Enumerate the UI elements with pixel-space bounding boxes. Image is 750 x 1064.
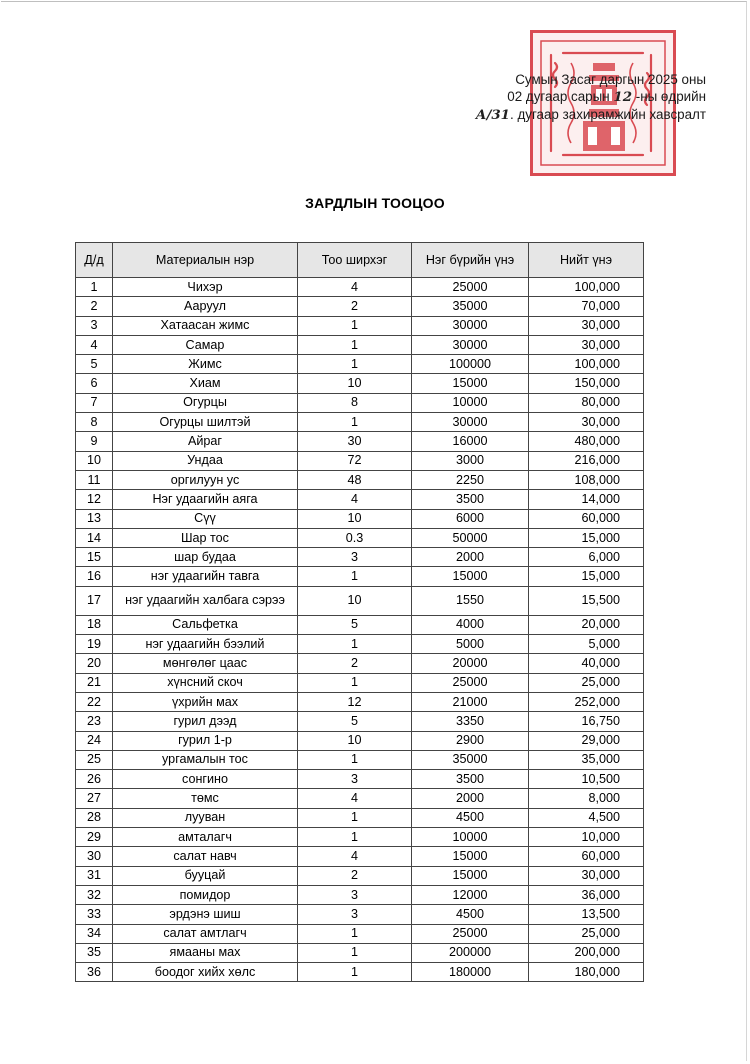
approval-line-1: Сумын Засаг даргын 2025 оны: [515, 72, 706, 87]
cell-material: нэг удаагийн халбага сэрээ: [113, 586, 298, 615]
cell-total: 6,000: [529, 548, 644, 567]
expense-table: [75, 242, 644, 982]
cell-material: боодог хийх хөлс: [113, 963, 298, 982]
cell-quantity: 2: [298, 866, 412, 885]
cell-no: 33: [76, 905, 113, 924]
cell-total: 216,000: [529, 451, 644, 470]
cell-quantity: 1: [298, 635, 412, 654]
table-row: [76, 355, 644, 374]
cell-total: 150,000: [529, 374, 644, 393]
cell-quantity: 1: [298, 943, 412, 962]
cell-material: Хиам: [113, 374, 298, 393]
cell-material: Айраг: [113, 432, 298, 451]
cell-material: Жимс: [113, 355, 298, 374]
approval-line-2-suffix: -ны өдрийн: [632, 89, 706, 104]
cell-no: 35: [76, 943, 113, 962]
cell-unit-price: 2000: [412, 789, 529, 808]
cell-material: Чихэр: [113, 278, 298, 297]
cell-no: 18: [76, 615, 113, 634]
table-row: [76, 297, 644, 316]
cell-no: 5: [76, 355, 113, 374]
cell-no: 29: [76, 828, 113, 847]
cell-no: 10: [76, 451, 113, 470]
cell-quantity: 3: [298, 548, 412, 567]
table-row: [76, 374, 644, 393]
cell-quantity: 4: [298, 789, 412, 808]
table-row: [76, 635, 644, 654]
cell-total: 30,000: [529, 413, 644, 432]
table-row: [76, 905, 644, 924]
cell-unit-price: 15000: [412, 567, 529, 586]
cell-quantity: 10: [298, 731, 412, 750]
cell-unit-price: 100000: [412, 355, 529, 374]
cell-material: нэг удаагийн тавга: [113, 567, 298, 586]
cell-total: 30,000: [529, 866, 644, 885]
cell-quantity: 12: [298, 692, 412, 711]
header-unit-price: Нэг бүрийн үнэ: [412, 243, 529, 278]
cell-total: 80,000: [529, 393, 644, 412]
cell-total: 15,500: [529, 586, 644, 615]
cell-total: 16,750: [529, 712, 644, 731]
cell-quantity: 0.3: [298, 528, 412, 547]
cell-unit-price: 3500: [412, 490, 529, 509]
cell-total: 10,500: [529, 770, 644, 789]
cell-material: оргилуун ус: [113, 470, 298, 489]
cell-total: 100,000: [529, 355, 644, 374]
cell-unit-price: 2250: [412, 470, 529, 489]
cell-unit-price: 30000: [412, 316, 529, 335]
cell-no: 4: [76, 335, 113, 354]
cell-material: Сүү: [113, 509, 298, 528]
cell-material: үхрийн мах: [113, 692, 298, 711]
cell-unit-price: 25000: [412, 673, 529, 692]
cell-quantity: 8: [298, 393, 412, 412]
cell-no: 8: [76, 413, 113, 432]
header-quantity: Тоо ширхэг: [298, 243, 412, 278]
cell-unit-price: 200000: [412, 943, 529, 962]
cell-quantity: 4: [298, 278, 412, 297]
cell-no: 19: [76, 635, 113, 654]
cell-material: помидор: [113, 885, 298, 904]
cell-no: 24: [76, 731, 113, 750]
cell-no: 20: [76, 654, 113, 673]
approval-number-handwritten: 31: [491, 107, 510, 123]
cell-total: 36,000: [529, 885, 644, 904]
cell-material: хүнсний скоч: [113, 673, 298, 692]
cell-total: 15,000: [529, 567, 644, 586]
table-row: [76, 393, 644, 412]
cell-material: лууван: [113, 808, 298, 827]
cell-material: бууцай: [113, 866, 298, 885]
cell-unit-price: 30000: [412, 413, 529, 432]
cell-quantity: 48: [298, 470, 412, 489]
cell-quantity: 1: [298, 963, 412, 982]
cell-no: 21: [76, 673, 113, 692]
cell-no: 26: [76, 770, 113, 789]
cell-unit-price: 3350: [412, 712, 529, 731]
cell-material: Сальфетка: [113, 615, 298, 634]
cell-unit-price: 3500: [412, 770, 529, 789]
table-row: [76, 731, 644, 750]
cell-quantity: 3: [298, 905, 412, 924]
table-row: [76, 470, 644, 489]
table-row: [76, 615, 644, 634]
cell-unit-price: 10000: [412, 393, 529, 412]
cell-material: ямааны мах: [113, 943, 298, 962]
cell-no: 22: [76, 692, 113, 711]
cell-total: 30,000: [529, 316, 644, 335]
cell-unit-price: 20000: [412, 654, 529, 673]
cell-unit-price: 35000: [412, 297, 529, 316]
cell-total: 4,500: [529, 808, 644, 827]
header-material: Материалын нэр: [113, 243, 298, 278]
header-total: Нийт үнэ: [529, 243, 644, 278]
cell-material: шар будаа: [113, 548, 298, 567]
cell-quantity: 5: [298, 615, 412, 634]
cell-material: мөнгөлөг цаас: [113, 654, 298, 673]
cell-no: 27: [76, 789, 113, 808]
cell-unit-price: 21000: [412, 692, 529, 711]
cell-total: 200,000: [529, 943, 644, 962]
cell-total: 14,000: [529, 490, 644, 509]
cell-no: 23: [76, 712, 113, 731]
cell-no: 6: [76, 374, 113, 393]
cell-quantity: 3: [298, 885, 412, 904]
approval-line-2-prefix: 02 дугаар сарын: [507, 89, 614, 104]
cell-material: салат амтлагч: [113, 924, 298, 943]
cell-quantity: 1: [298, 808, 412, 827]
cell-unit-price: 15000: [412, 866, 529, 885]
table-row: [76, 943, 644, 962]
table-row: [76, 451, 644, 470]
cell-quantity: 4: [298, 490, 412, 509]
cell-no: 9: [76, 432, 113, 451]
cell-total: 29,000: [529, 731, 644, 750]
cell-total: 25,000: [529, 924, 644, 943]
table-row: [76, 770, 644, 789]
table-row: [76, 413, 644, 432]
table-row: [76, 885, 644, 904]
table-row: [76, 808, 644, 827]
cell-no: 13: [76, 509, 113, 528]
cell-total: 15,000: [529, 528, 644, 547]
cell-quantity: 1: [298, 355, 412, 374]
cell-material: амталагч: [113, 828, 298, 847]
cell-unit-price: 35000: [412, 750, 529, 769]
table-row: [76, 654, 644, 673]
cell-no: 30: [76, 847, 113, 866]
cell-quantity: 2: [298, 297, 412, 316]
cell-material: эрдэнэ шиш: [113, 905, 298, 924]
approval-prefix-handwritten: А/: [475, 107, 492, 123]
cell-quantity: 4: [298, 847, 412, 866]
cell-quantity: 30: [298, 432, 412, 451]
cell-material: салат навч: [113, 847, 298, 866]
cell-material: Нэг удаагийн аяга: [113, 490, 298, 509]
cell-total: 5,000: [529, 635, 644, 654]
cell-quantity: 1: [298, 750, 412, 769]
cell-total: 30,000: [529, 335, 644, 354]
table-row: [76, 750, 644, 769]
cell-material: Ааруул: [113, 297, 298, 316]
table-row: [76, 789, 644, 808]
cell-unit-price: 2900: [412, 731, 529, 750]
cell-unit-price: 6000: [412, 509, 529, 528]
cell-no: 15: [76, 548, 113, 567]
table-row: [76, 278, 644, 297]
cell-quantity: 1: [298, 413, 412, 432]
cell-quantity: 1: [298, 567, 412, 586]
cell-quantity: 10: [298, 509, 412, 528]
cell-no: 1: [76, 278, 113, 297]
cell-total: 35,000: [529, 750, 644, 769]
cell-unit-price: 1550: [412, 586, 529, 615]
cell-unit-price: 25000: [412, 924, 529, 943]
cell-unit-price: 50000: [412, 528, 529, 547]
cell-unit-price: 30000: [412, 335, 529, 354]
cell-no: 2: [76, 297, 113, 316]
cell-material: Ундаа: [113, 451, 298, 470]
table-row: [76, 509, 644, 528]
cell-no: 25: [76, 750, 113, 769]
cell-total: 480,000: [529, 432, 644, 451]
cell-total: 25,000: [529, 673, 644, 692]
cell-quantity: 2: [298, 654, 412, 673]
cell-total: 100,000: [529, 278, 644, 297]
cell-unit-price: 15000: [412, 374, 529, 393]
table-row: [76, 692, 644, 711]
table-row: [76, 528, 644, 547]
cell-material: гурил 1-р: [113, 731, 298, 750]
approval-note: [406, 71, 706, 124]
table-row: [76, 924, 644, 943]
cell-no: 34: [76, 924, 113, 943]
table-row: [76, 866, 644, 885]
cell-material: Хатаасан жимс: [113, 316, 298, 335]
cell-material: Шар тос: [113, 528, 298, 547]
cell-no: 7: [76, 393, 113, 412]
cell-material: ургамалын тос: [113, 750, 298, 769]
approval-line-3: [406, 106, 706, 124]
cell-unit-price: 5000: [412, 635, 529, 654]
cell-total: 108,000: [529, 470, 644, 489]
cell-total: 180,000: [529, 963, 644, 982]
cell-total: 252,000: [529, 692, 644, 711]
cell-material: гурил дээд: [113, 712, 298, 731]
table-row: [76, 673, 644, 692]
cell-quantity: 3: [298, 770, 412, 789]
cell-total: 20,000: [529, 615, 644, 634]
header-no: Д/д: [76, 243, 113, 278]
cell-quantity: 10: [298, 586, 412, 615]
approval-line-2: [406, 88, 706, 106]
cell-material: Самар: [113, 335, 298, 354]
cell-total: 10,000: [529, 828, 644, 847]
cell-no: 28: [76, 808, 113, 827]
cell-no: 16: [76, 567, 113, 586]
table-header-row: [76, 243, 644, 278]
cell-total: 70,000: [529, 297, 644, 316]
cell-unit-price: 3000: [412, 451, 529, 470]
table-row: [76, 316, 644, 335]
table-row: [76, 828, 644, 847]
cell-quantity: 10: [298, 374, 412, 393]
cell-no: 32: [76, 885, 113, 904]
cell-no: 3: [76, 316, 113, 335]
cell-unit-price: 180000: [412, 963, 529, 982]
table-row: [76, 548, 644, 567]
cell-unit-price: 4500: [412, 808, 529, 827]
cell-quantity: 72: [298, 451, 412, 470]
cell-total: 60,000: [529, 847, 644, 866]
cell-material: нэг удаагийн бээлий: [113, 635, 298, 654]
cell-unit-price: 10000: [412, 828, 529, 847]
cell-material: Огурцы: [113, 393, 298, 412]
cell-unit-price: 12000: [412, 885, 529, 904]
cell-no: 14: [76, 528, 113, 547]
table-row: [76, 490, 644, 509]
table-row: [76, 586, 644, 615]
cell-material: төмс: [113, 789, 298, 808]
cell-no: 11: [76, 470, 113, 489]
cell-no: 17: [76, 586, 113, 615]
cell-no: 12: [76, 490, 113, 509]
table-row: [76, 432, 644, 451]
cell-unit-price: 4000: [412, 615, 529, 634]
cell-material: Огурцы шилтэй: [113, 413, 298, 432]
cell-material: сонгино: [113, 770, 298, 789]
cell-unit-price: 2000: [412, 548, 529, 567]
cell-no: 36: [76, 963, 113, 982]
cell-quantity: 1: [298, 828, 412, 847]
cell-total: 40,000: [529, 654, 644, 673]
cell-no: 31: [76, 866, 113, 885]
cell-unit-price: 25000: [412, 278, 529, 297]
cell-quantity: 1: [298, 673, 412, 692]
cell-quantity: 1: [298, 335, 412, 354]
table-row: [76, 335, 644, 354]
table-row: [76, 847, 644, 866]
approval-line-3-suffix: . дугаар захирамжийн хавсралт: [510, 107, 706, 122]
cell-unit-price: 16000: [412, 432, 529, 451]
cell-unit-price: 4500: [412, 905, 529, 924]
cell-total: 60,000: [529, 509, 644, 528]
cell-total: 13,500: [529, 905, 644, 924]
approval-day-handwritten: 12: [613, 89, 633, 105]
cell-quantity: 1: [298, 924, 412, 943]
cell-quantity: 5: [298, 712, 412, 731]
document-title: ЗАРДЛЫН ТООЦОО: [305, 195, 445, 211]
cell-unit-price: 15000: [412, 847, 529, 866]
table-row: [76, 963, 644, 982]
cell-total: 8,000: [529, 789, 644, 808]
cell-quantity: 1: [298, 316, 412, 335]
table-row: [76, 567, 644, 586]
table-row: [76, 712, 644, 731]
